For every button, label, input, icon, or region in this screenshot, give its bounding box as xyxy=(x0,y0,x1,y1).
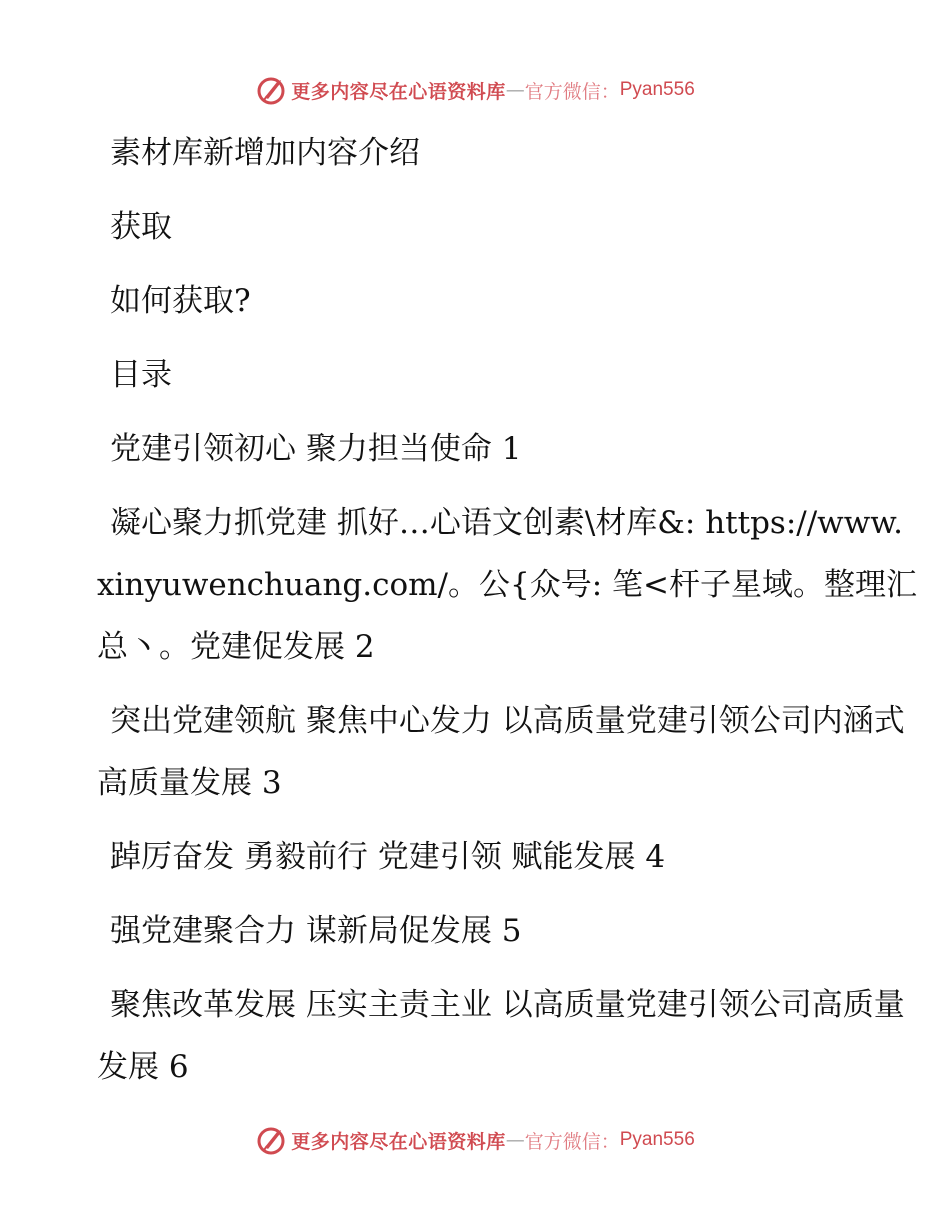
brand-separator: — xyxy=(505,79,525,101)
wechat-id: Pyan556 xyxy=(619,1129,695,1150)
doc-paragraph: 获取 xyxy=(110,209,172,245)
wechat-label: 官方微信： xyxy=(524,80,620,103)
header-watermark-banner xyxy=(0,70,950,110)
doc-title: 素材库新增加内容介绍 xyxy=(110,135,420,171)
brand-separator: — xyxy=(505,1129,525,1151)
toc-entry: 突出党建领航 聚焦中心发力 以高质量党建引领公司内涵式高质量发展 3 xyxy=(97,703,905,801)
wechat-id: Pyan556 xyxy=(619,79,695,100)
toc-entry: 聚焦改革发展 压实主责主业 以高质量党建引领公司高质量发展 6 xyxy=(97,987,905,1085)
toc-entry: 党建引领初心 聚力担当使命 1 xyxy=(110,431,522,467)
toc-entry: 踔厉奋发 勇毅前行 党建引领 赋能发展 4 xyxy=(110,839,666,875)
toc-heading: 目录 xyxy=(110,357,172,393)
doc-paragraph: 如何获取? xyxy=(110,283,251,319)
footer-watermark-banner xyxy=(0,1120,950,1160)
wechat-label: 官方微信： xyxy=(524,1130,620,1153)
quill-pen-logo-icon xyxy=(255,1124,287,1156)
brand-text: 更多内容尽在心语资料库 xyxy=(291,80,506,103)
toc-entry: 强党建聚合力 谋新局促发展 5 xyxy=(110,913,522,949)
document-body xyxy=(97,122,917,1110)
brand-text: 更多内容尽在心语资料库 xyxy=(291,1130,506,1153)
quill-pen-logo-icon xyxy=(255,74,287,106)
toc-entry: 凝心聚力抓党建 抓好…心语文创素\材库&: https://www.xinyuwenchuang.com/。公{众号: 笔<杆子星域。整理汇总丶。党建促发展 2 xyxy=(97,505,917,665)
